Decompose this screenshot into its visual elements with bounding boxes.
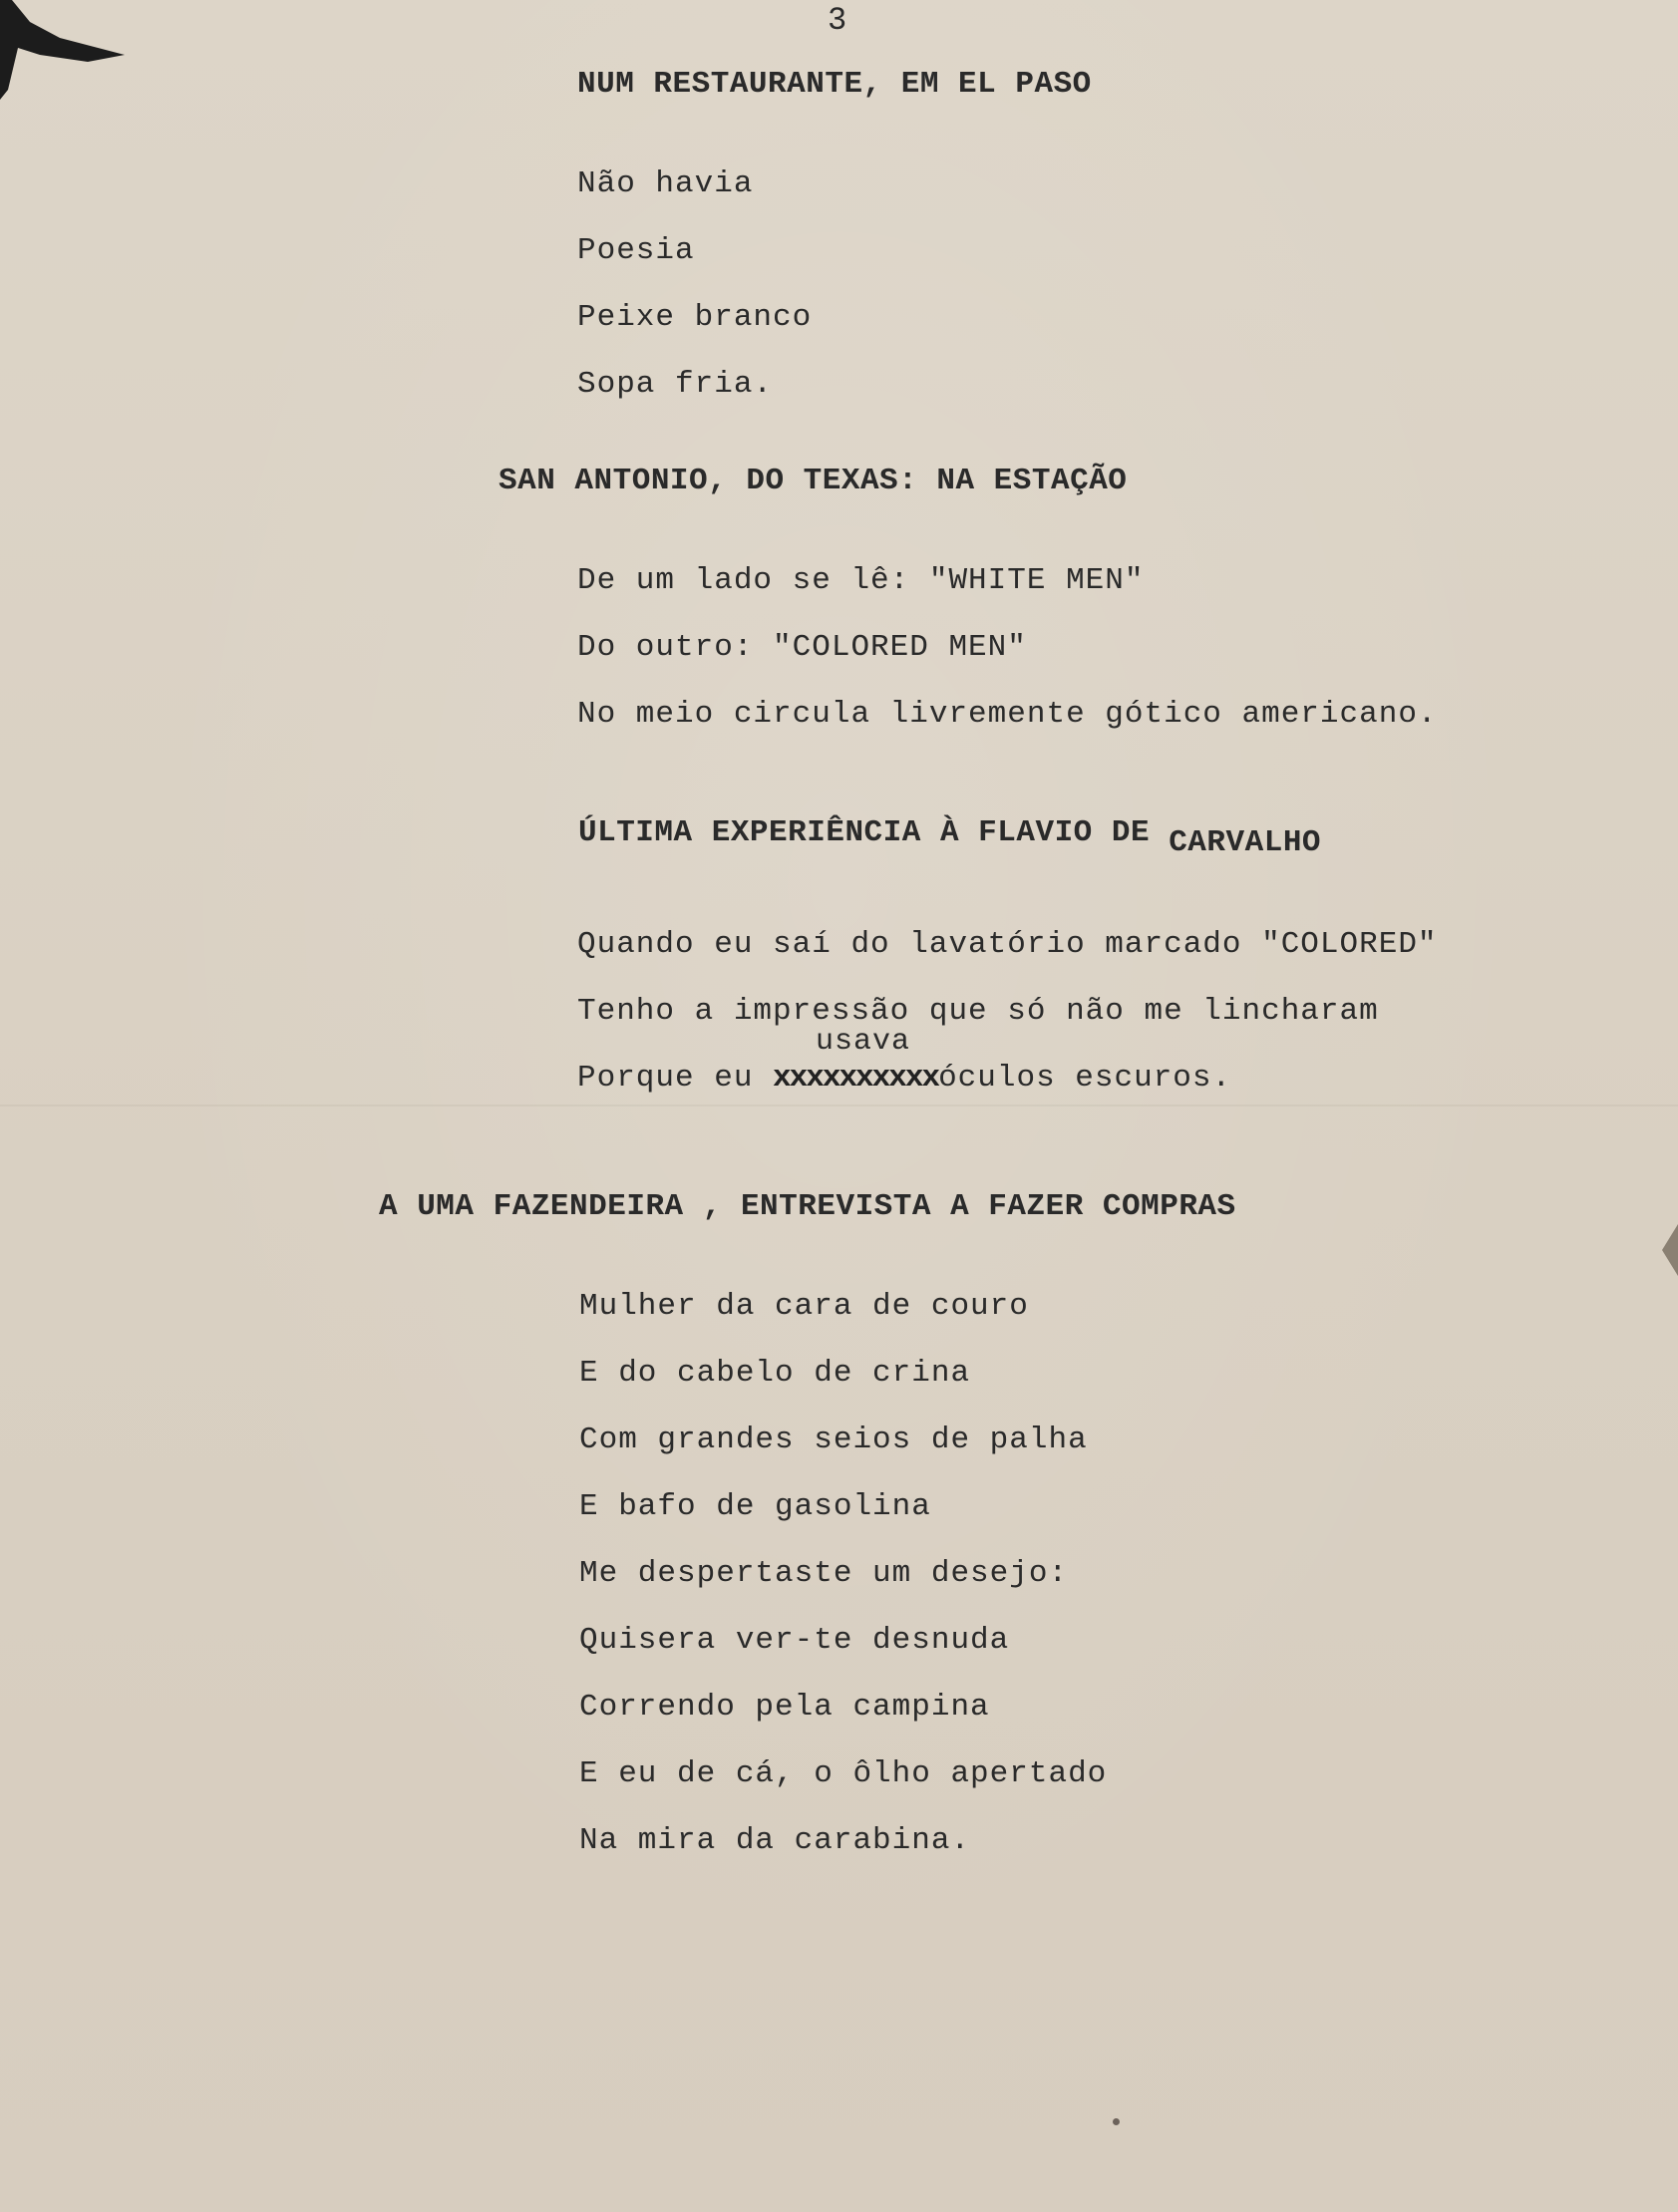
poem-line: No meio circula livremente gótico americano. [577,697,1438,732]
section-title-tail: CARVALHO [1169,825,1322,860]
poem-line: Quisera ver-te desnuda [579,1623,1010,1658]
poem-line: Com grandes seios de palha [579,1422,1088,1457]
section-title-main: ÚLTIMA EXPERIÊNCIA À FLAVIO DE [578,815,1151,850]
poem-line: Mulher da cara de couro [579,1289,1029,1324]
section-title [578,815,1322,860]
poem-line: Poesia [577,233,695,268]
ink-speck [1113,2118,1120,2125]
torn-edge [1662,1224,1678,1276]
poem-line: Quando eu saí do lavatório marcado "COLORED" [577,927,1438,962]
poem-line: Do outro: "COLORED MEN" [577,630,1027,665]
ink-mark-icon [0,0,140,110]
line-end: óculos escuros. [938,1061,1232,1096]
poem-line: Sopa fria. [577,367,774,402]
corrected-line [577,1061,1231,1097]
poem-line: E bafo de gasolina [579,1489,931,1524]
poem-line: De um lado se lê: "WHITE MEN" [577,563,1145,598]
poem-line: Na mira da carabina. [579,1823,971,1858]
section-title: SAN ANTONIO, DO TEXAS: NA ESTAÇÃO [499,464,1128,498]
poem-line: Tenho a impressão que só não me lincharam [577,994,1379,1029]
poem-line: Não havia [577,166,754,201]
poem-line: E do cabelo de crina [579,1356,971,1391]
poem-line: Peixe branco [577,300,813,335]
handwritten-insert: usava [816,1025,911,1059]
poem-line: Correndo pela campina [579,1690,990,1725]
poem-line: E eu de cá, o ôlho apertado [579,1756,1108,1791]
section-title: A UMA FAZENDEIRA , ENTREVISTA A FAZER COMPRAS [379,1189,1236,1224]
paper-fold [0,1105,1678,1106]
page-number: 3 [828,2,847,39]
struck-text: xxxxxxxxxx [773,1061,939,1096]
section-title: NUM RESTAURANTE, EM EL PASO [577,67,1092,102]
line-start: Porque eu [577,1061,774,1096]
poem-line: Me despertaste um desejo: [579,1556,1069,1591]
